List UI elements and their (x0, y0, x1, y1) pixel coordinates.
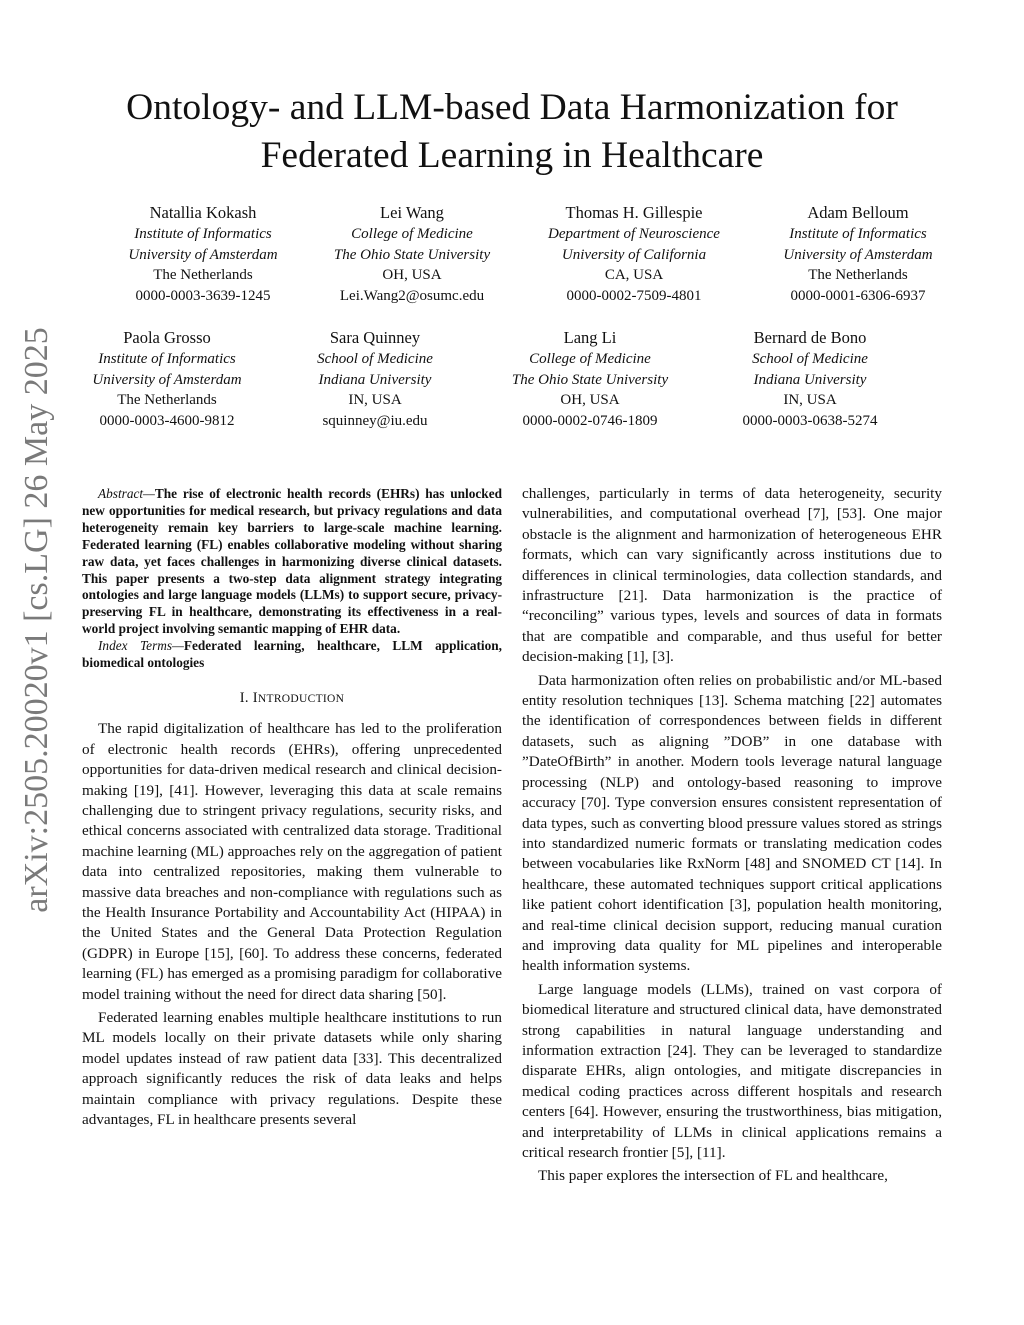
author-identifier: 0000-0002-7509-4801 (566, 287, 702, 304)
body-paragraph: Federated learning enables multiple healthcare institutions to run ML models locally on their private datasets while only sharing model updates instead of raw patient data [33]. This decentralized approach significantly reduces the risk of data leaks and helps maintain compliance with privacy regulations. Despite these advantages, FL in healthcare presents several (82, 1009, 502, 1129)
section-title-rest: NTRODUCTION (257, 692, 345, 705)
author-name: Lei Wang (380, 203, 444, 222)
author-organization: Indiana University (753, 371, 867, 388)
author-department: College of Medicine (351, 226, 473, 242)
right-column (522, 484, 942, 1187)
arxiv-identifier-stamp: arXiv:2505.20020v1 [cs.LG] 26 May 2025 (18, 327, 55, 913)
author-block (88, 202, 318, 306)
body-paragraph: Data harmonization often relies on probabilistic and/or ML-based entity resolution techniques [13]. Schema matching [22] automates the identification of correspondences between fields in different datasets, such as aligning ”DOB” in one database with ”DateOfBirth” in another. Modern tools leverage natural language processing (NLP) and ontology-based reasoning to improve accuracy [70]. Type conversion ensures consistent representation of data types, such as converting blood pressure values stored as strings into standardized numeric formats or translating medication codes between vocabularies like RxNorm [48] and SNOMED CT [14]. In healthcare, these automated techniques support critical applications like patient cohort identification [3], population health monitoring, and real-time clinical decision support, reducing manual curation and improving data quality for ML pipelines and interoperable health information systems. (522, 671, 942, 975)
author-name: Thomas H. Gillespie (565, 203, 703, 222)
author-identifier: 0000-0003-3639-1245 (135, 287, 271, 304)
title-line-2: Federated Learning in Healthcare (260, 135, 764, 176)
author-identifier[interactable]: squinney@iu.edu (322, 412, 428, 429)
author-block (475, 327, 705, 431)
paper-title (80, 84, 944, 180)
author-block (519, 202, 749, 306)
author-location: OH, USA (560, 392, 620, 409)
index-terms (82, 638, 502, 672)
abstract-label: Abstract— (98, 486, 155, 501)
author-block (743, 202, 973, 306)
author-department: Institute of Informatics (98, 351, 236, 367)
abstract-text: The rise of electronic health records (EHRs) has unlocked new opportunities for medical research, but privacy regulations and data heterogeneity remain key barriers to large-scale machine learning. Federated learning (FL) enables collaborative modeling without sharing raw data, yet faces challenges in harmonizing diverse clinical datasets. This paper presents a two-step data alignment strategy integrating ontologies and large language models (LLMs) to support secure, privacy-preserving FL in healthcare, demonstrating its effectiveness in a real-world project involving semantic mapping of EHR data. (82, 486, 502, 637)
author-identifier: 0000-0001-6306-6937 (790, 287, 926, 304)
author-organization: University of Amsterdam (128, 246, 278, 263)
author-identifier[interactable]: Lei.Wang2@osumc.edu (339, 287, 485, 304)
abstract (82, 486, 502, 638)
section-number: I. (239, 689, 249, 706)
author-name: Bernard de Bono (753, 328, 867, 347)
author-department: Institute of Informatics (134, 226, 272, 242)
author-organization: The Ohio State University (511, 371, 669, 388)
body-paragraph: Large language models (LLMs), trained on vast corpora of biomedical literature and structured clinical data, have demonstrated strong capabilities in natural language understanding and information extraction [24]. They can be leveraged to standardize disparate EHRs, align ontologies, and mitigate discrepancies in medical coding practices across different hospitals and research centers [64]. However, ensuring the trustworthiness, bias mitigation, and interpretability of LLMs in clinical applications remains a critical research frontier [5], [11]. (522, 980, 942, 1161)
author-location: The Netherlands (153, 267, 253, 284)
author-identifier: 0000-0003-4600-9812 (99, 412, 235, 429)
author-location: IN, USA (783, 392, 837, 409)
author-name: Natallia Kokash (149, 203, 257, 222)
author-organization: University of Amsterdam (92, 371, 242, 388)
author-department: Institute of Informatics (789, 226, 927, 242)
author-name: Paola Grosso (123, 328, 211, 347)
author-location: The Netherlands (808, 267, 908, 284)
author-organization: University of California (561, 246, 707, 263)
index-terms-text: Federated learning, healthcare, LLM application, biomedical ontologies (82, 638, 502, 671)
author-department: College of Medicine (529, 351, 651, 367)
author-location: CA, USA (604, 267, 664, 284)
author-identifier: 0000-0002-0746-1809 (522, 412, 658, 429)
author-location: IN, USA (348, 392, 402, 409)
section-heading-introduction (82, 688, 502, 709)
author-block (52, 327, 282, 431)
left-column (82, 486, 502, 1131)
author-name: Sara Quinney (329, 328, 421, 347)
author-department: School of Medicine (317, 351, 433, 367)
body-paragraph: challenges, particularly in terms of data heterogeneity, security vulnerabilities, and computational overhead [7], [53]. One major obstacle is the alignment and harmonization of heterogeneous EHR formats, which can vary significantly across institutions due to differences in clinical terminologies, data collection standards, and infrastructure [21]. Data harmonization is the practice of “reconciling” various types, levels and sources of data in formats that are compatible and comparable, and thus useful for better decision-making [1], [3]. (522, 485, 942, 666)
author-location: The Netherlands (117, 392, 217, 409)
author-block (260, 327, 490, 431)
author-organization: The Ohio State University (333, 246, 491, 263)
section-title-initial: I (252, 689, 258, 706)
author-block (297, 202, 527, 306)
author-department: School of Medicine (752, 351, 868, 367)
body-paragraph: This paper explores the intersection of FL and healthcare, (538, 1167, 888, 1185)
title-line-1: Ontology- and LLM-based Data Harmonization for (126, 87, 898, 128)
author-organization: University of Amsterdam (783, 246, 933, 263)
index-terms-label: Index Terms— (98, 638, 184, 654)
author-department: Department of Neuroscience (548, 226, 720, 242)
body-paragraph: The rapid digitalization of healthcare has led to the proliferation of electronic health records (EHRs), offering unprecedented opportunities for data-driven medical research and clinical decision-making [19], [41]. However, leveraging this data at scale remains challenging due to stringent privacy regulations, security risks, and ethical concerns associated with centralized data storage. Traditional machine learning (ML) approaches rely on the aggregation of patient data into centralized repositories, making them vulnerable to massive data breaches and non-compliance with regulations such as the Health Insurance Portability and Accountability Act (HIPAA) in the United States and the General Data Protection Regulation (GDPR) in Europe [15], [60]. To address these concerns, federated learning (FL) has emerged as a promising paradigm for collaborative model training without the need for direct data sharing [50]. (82, 720, 502, 1003)
author-location: OH, USA (382, 267, 442, 284)
author-organization: Indiana University (318, 371, 432, 388)
author-identifier: 0000-0003-0638-5274 (742, 412, 878, 429)
author-name: Adam Belloum (807, 203, 909, 222)
author-name: Lang Li (563, 328, 617, 347)
author-block (695, 327, 925, 431)
